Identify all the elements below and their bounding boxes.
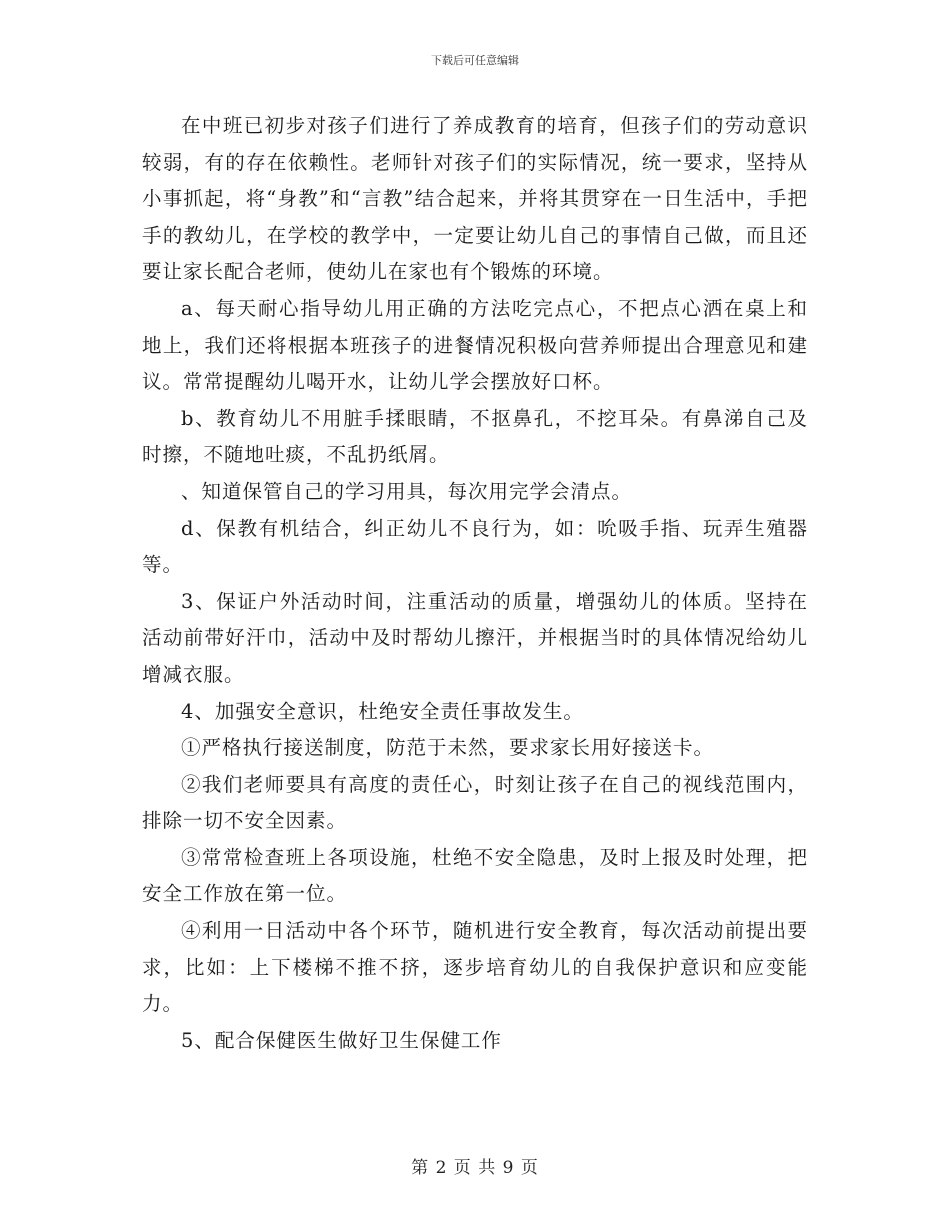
paragraph-item-5: 5、配合保健医生做好卫生保健工作 bbox=[181, 1028, 502, 1052]
paragraph-item-b: b、教育幼儿不用脏手揉眼睛，不抠鼻孔，不挖耳朵。有鼻涕自己及时擦，不随地吐痰，不乱扔纸屑。 bbox=[142, 406, 808, 467]
document-body bbox=[142, 108, 808, 1059]
paragraph-item-4-3: ③常常检查班上各项设施，杜绝不安全隐患，及时上报及时处理，把安全工作放在第一位。 bbox=[142, 845, 808, 906]
paragraph-item-4-2: ②我们老师要具有高度的责任心，时刻让孩子在自己的视线范围内，排除一切不安全因素。 bbox=[142, 772, 808, 833]
paragraph-item-c: 、知道保管自己的学习用具，每次用完学会清点。 bbox=[181, 479, 633, 503]
paragraph-intro: 在中班已初步对孩子们进行了养成教育的培育，但孩子们的劳动意识较弱，有的存在依赖性。老师针对孩子们的实际情况，统一要求，坚持从小事抓起，将“身教”和“言教”结合起来，并将其贯穿在一日生活中，手把手的教幼儿，在学校的教学中，一定要让幼儿自己的事情自己做，而且还要让家长配合老师，使幼儿在家也有个锻炼的环境。 bbox=[142, 114, 808, 284]
paragraph-item-4-1: ①严格执行接送制度，防范于未然，要求家长用好接送卡。 bbox=[181, 736, 715, 760]
paragraph-item-3: 3、保证户外活动时间，注重活动的质量，增强幼儿的体质。坚持在活动前带好汗巾，活动中及时帮幼儿擦汗，并根据当时的具体情况给幼儿增减衣服。 bbox=[142, 589, 808, 686]
paragraph-item-a: a、每天耐心指导幼儿用正确的方法吃完点心，不把点心洒在桌上和地上，我们还将根据本班孩子的进餐情况积极向营养师提出合理意见和建议。常常提醒幼儿喝开水，让幼儿学会摆放好口杯。 bbox=[142, 296, 808, 394]
paragraph-item-4: 4、加强安全意识，杜绝安全责任事故发生。 bbox=[181, 699, 584, 723]
paragraph-item-4-4: ④利用一日活动中各个环节，随机进行安全教育，每次活动前提出要求，比如：上下楼梯不推不挤，逐步培育幼儿的自我保护意识和应变能力。 bbox=[142, 919, 808, 1016]
page-footer: 第 2 页 共 9 页 bbox=[411, 1158, 539, 1178]
paragraph-item-d: d、保教有机结合，纠正幼儿不良行为，如：吮吸手指、玩弄生殖器等。 bbox=[142, 516, 808, 577]
page-header: 下载后可任意编辑 bbox=[431, 54, 519, 67]
